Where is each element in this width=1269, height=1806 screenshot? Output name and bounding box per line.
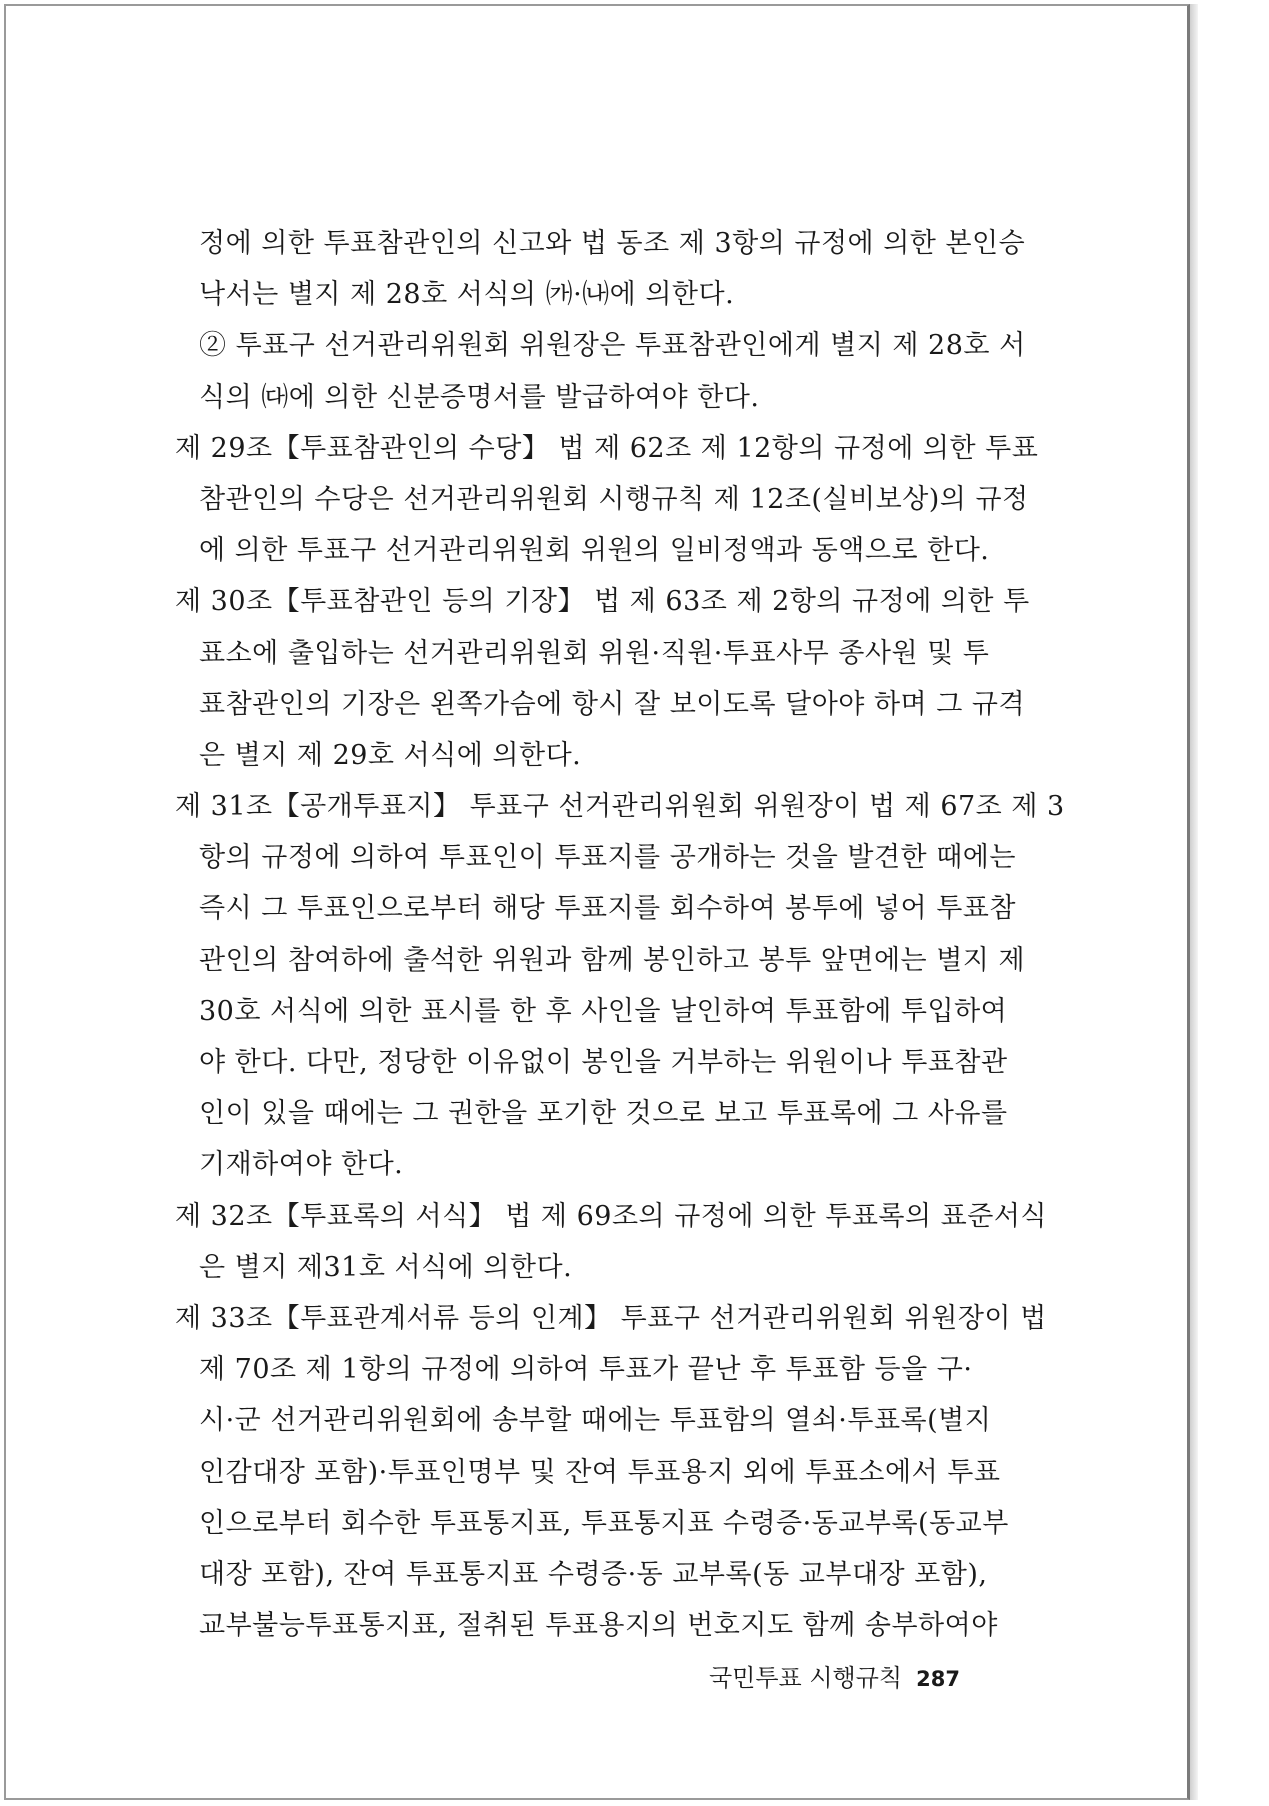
page-body <box>166 218 1065 1651</box>
text-line: 낙서는 별지 제 28호 서식의 ㈎·㈏에 의한다. <box>199 279 735 311</box>
article-33-heading-line: 제 33조【투표관계서류 등의 인계】 투표구 선거관리위원회 위원장이 법 <box>175 1302 1047 1334</box>
text-line: 표소에 출입하는 선거관리위원회 위원·직원·투표사무 종사원 및 투 <box>199 637 990 669</box>
page-number: 287 <box>916 1667 960 1691</box>
article-29-heading-line: 제 29조【투표참관인의 수당】 법 제 62조 제 12항의 규정에 의한 투표 <box>175 432 1039 464</box>
text-line: 제 70조 제 1항의 규정에 의하여 투표가 끝난 후 투표함 등을 구· <box>199 1354 973 1386</box>
page-footer <box>709 1658 960 1693</box>
text-line: 인이 있을 때에는 그 권한을 포기한 것으로 보고 투표록에 그 사유를 <box>199 1098 1008 1130</box>
text-line: 은 별지 제 29호 서식에 의한다. <box>199 739 582 771</box>
text-line: 에 의한 투표구 선거관리위원회 위원의 일비정액과 동액으로 한다. <box>199 535 990 567</box>
article-30-heading-line: 제 30조【투표참관인 등의 기장】 법 제 63조 제 2항의 규정에 의한 투 <box>175 586 1030 618</box>
running-footer-title: 국민투표 시행규칙 <box>709 1664 903 1692</box>
text-line: 은 별지 제31호 서식에 의한다. <box>199 1251 573 1283</box>
text-line: 30호 서식에 의한 표시를 한 후 사인을 날인하여 투표함에 투입하여 <box>199 995 1008 1027</box>
text-line: 관인의 참여하에 출석한 위원과 함께 봉인하고 봉투 앞면에는 별지 제 <box>199 944 1026 976</box>
text-line: 야 한다. 다만, 정당한 이유없이 봉인을 거부하는 위원이나 투표참관 <box>199 1047 1008 1078</box>
text-line: 인으로부터 회수한 투표통지표, 투표통지표 수령증·동교부록(동교부 <box>199 1507 1009 1539</box>
text-line: 시·군 선거관리위원회에 송부할 때에는 투표함의 열쇠·투표록(별지 <box>199 1405 992 1437</box>
text-line: 즉시 그 투표인으로부터 해당 투표지를 회수하여 봉투에 넣어 투표참 <box>199 893 1016 925</box>
text-line: 인감대장 포함)·투표인명부 및 잔여 투표용지 외에 투표소에서 투표 <box>199 1456 1001 1488</box>
text-line: 참관인의 수당은 선거관리위원회 시행규칙 제 12조(실비보상)의 규정 <box>199 483 1029 515</box>
text-line: 교부불능투표통지표, 절취된 투표용지의 번호지도 함께 송부하여야 <box>199 1610 998 1642</box>
text-line: 표참관인의 기장은 왼쪽가슴에 항시 잘 보이도록 달아야 하며 그 규격 <box>199 688 1026 720</box>
text-line: 대장 포함), 잔여 투표통지표 수령증·동 교부록(동 교부대장 포함), <box>199 1558 988 1590</box>
document-page <box>4 4 1190 1800</box>
text-line: ② 투표구 선거관리위원회 위원장은 투표참관인에게 별지 제 28호 서 <box>199 330 1026 362</box>
text-line: 정에 의한 투표참관인의 신고와 법 동조 제 3항의 규정에 의한 본인승 <box>199 228 1026 259</box>
page-edge-shadow <box>1190 4 1198 1800</box>
article-32-heading-line: 제 32조【투표록의 서식】 법 제 69조의 규정에 의한 투표록의 표준서식 <box>175 1200 1048 1232</box>
text-line: 기재하여야 한다. <box>199 1149 404 1181</box>
text-line: 항의 규정에 의하여 투표인이 투표지를 공개하는 것을 발견한 때에는 <box>199 842 1016 874</box>
text-line: 식의 ㈐에 의한 신분증명서를 발급하여야 한다. <box>199 381 760 413</box>
article-31-heading-line: 제 31조【공개투표지】 투표구 선거관리위원회 위원장이 법 제 67조 제 3 <box>175 791 1065 823</box>
